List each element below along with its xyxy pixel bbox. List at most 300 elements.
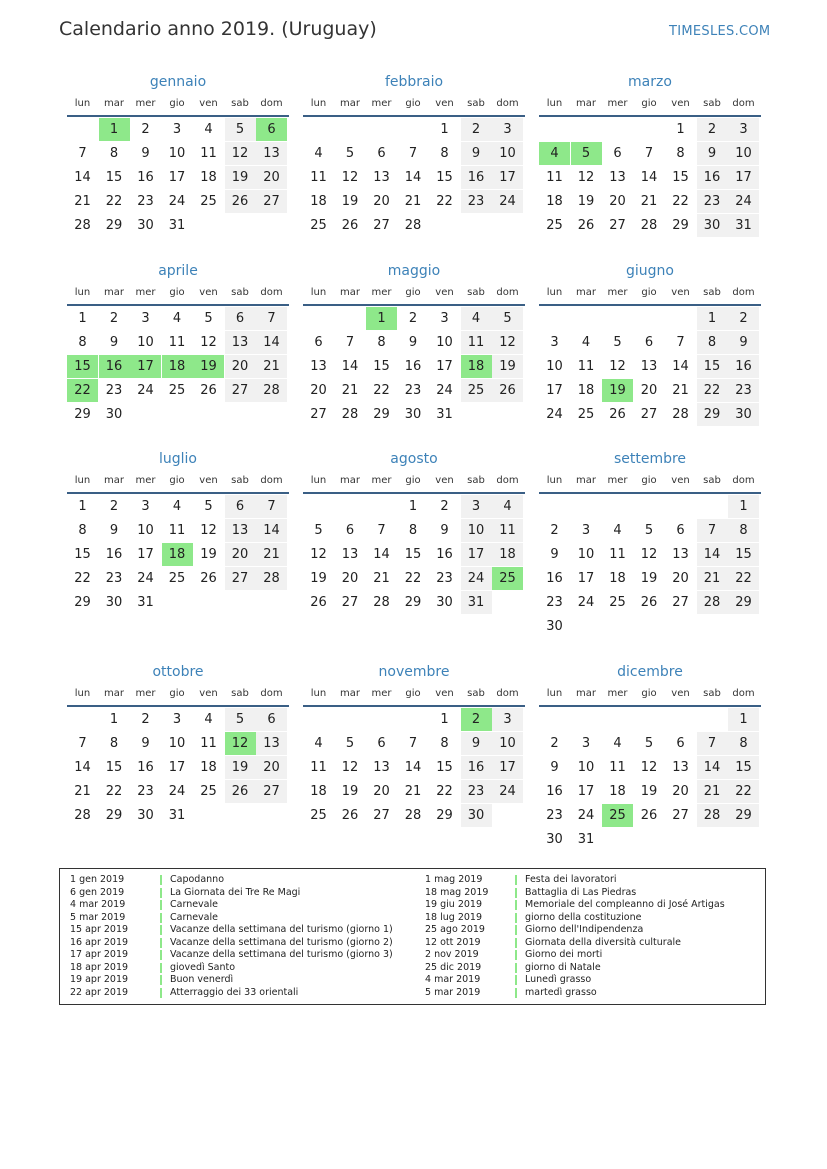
day-cell: 17 <box>577 784 595 799</box>
weekday-lun: lun <box>74 287 91 298</box>
legend-marker <box>160 988 162 998</box>
weekday-sab: sab <box>231 287 249 298</box>
day-cell: 21 <box>672 383 689 398</box>
day-cell: 14 <box>640 170 658 185</box>
day-cell: 20 <box>609 194 626 209</box>
day-cell: 3 <box>172 712 182 727</box>
weekday-lun: lun <box>546 287 563 298</box>
day-cell: 19 <box>341 194 359 209</box>
day-cell: 29 <box>404 595 422 610</box>
legend-date: 4 mar 2019 <box>70 899 126 910</box>
weekday-lun: lun <box>310 287 327 298</box>
day-cell: 28 <box>404 218 422 233</box>
day-cell: 21 <box>697 780 728 803</box>
day-cell: 19 <box>225 166 256 189</box>
day-cell: 3 <box>728 118 759 141</box>
day-cell: 10 <box>492 732 523 755</box>
day-cell: 16 <box>546 571 563 586</box>
weekday-header <box>539 475 761 491</box>
weekday-dom: dom <box>260 287 283 298</box>
day-cell: 26 <box>310 595 327 610</box>
month-name: settembre <box>613 451 687 467</box>
weekday-mar: mar <box>340 98 360 109</box>
day-cell: 26 <box>200 571 217 586</box>
month-name: novembre <box>378 664 450 680</box>
holiday-day-cell: 1 <box>366 307 397 330</box>
day-cell: 9 <box>109 335 119 350</box>
day-cell: 8 <box>440 146 449 161</box>
day-cell: 22 <box>728 567 759 590</box>
day-cell: 2 <box>141 712 150 727</box>
day-cell: 16 <box>461 166 492 189</box>
weekday-mer: mer <box>607 98 628 109</box>
holiday-day-cell: 25 <box>602 804 633 827</box>
day-cell: 5 <box>225 118 256 141</box>
day-cell: 3 <box>461 495 492 518</box>
day-cell: 1 <box>697 307 728 330</box>
month-name: maggio <box>387 263 441 279</box>
day-cell: 31 <box>436 407 453 422</box>
day-cell: 6 <box>377 736 386 751</box>
weekday-sab: sab <box>703 475 721 486</box>
weekday-mar: mar <box>576 98 596 109</box>
weekday-dom: dom <box>260 475 283 486</box>
day-cell: 31 <box>728 214 759 237</box>
day-cell: 8 <box>78 523 87 538</box>
weekday-ven: ven <box>435 287 454 298</box>
day-cell: 16 <box>137 760 154 775</box>
weekday-sab: sab <box>231 475 249 486</box>
weekday-header <box>539 688 761 704</box>
day-cell: 30 <box>404 407 422 422</box>
day-cell: 2 <box>550 523 559 538</box>
day-cell: 26 <box>577 218 595 233</box>
month-name: agosto <box>390 451 438 467</box>
day-cell: 24 <box>577 808 595 823</box>
day-cell: 13 <box>672 760 689 775</box>
weekday-ven: ven <box>199 287 218 298</box>
day-cell: 7 <box>408 146 418 161</box>
weekday-mer: mer <box>607 688 628 699</box>
day-cell: 20 <box>672 784 689 799</box>
weekday-ven: ven <box>199 475 218 486</box>
day-cell: 4 <box>581 335 591 350</box>
weekday-gio: gio <box>169 688 185 699</box>
weekday-dom: dom <box>496 98 519 109</box>
day-cell: 1 <box>109 712 119 727</box>
day-cell: 12 <box>225 142 256 165</box>
day-cell: 15 <box>728 756 759 779</box>
day-cell: 13 <box>256 142 287 165</box>
day-cell: 4 <box>314 736 323 751</box>
day-cell: 27 <box>672 808 689 823</box>
weekday-mer: mer <box>135 475 156 486</box>
day-cell: 12 <box>577 170 595 185</box>
day-cell: 13 <box>341 547 359 562</box>
day-cell: 13 <box>225 331 256 354</box>
weekday-ven: ven <box>435 98 454 109</box>
day-cell: 31 <box>137 595 154 610</box>
day-cell: 9 <box>408 335 418 350</box>
weekday-header <box>67 287 289 303</box>
day-cell: 9 <box>728 331 759 354</box>
legend-holiday-name: giovedì Santo <box>170 961 236 973</box>
month-name: marzo <box>628 74 672 90</box>
day-cell: 2 <box>109 311 119 326</box>
day-cell: 12 <box>200 335 217 350</box>
legend-marker <box>515 925 517 935</box>
day-cell: 17 <box>577 571 595 586</box>
day-cell: 28 <box>697 591 728 614</box>
holiday-day-cell: 19 <box>602 379 633 402</box>
day-cell: 17 <box>137 547 154 562</box>
day-cell: 25 <box>200 784 217 799</box>
day-cell: 29 <box>105 808 123 823</box>
day-cell: 3 <box>172 122 182 137</box>
day-cell: 17 <box>168 170 186 185</box>
day-cell: 19 <box>640 784 658 799</box>
month-divider <box>303 115 525 117</box>
day-cell: 3 <box>440 311 449 326</box>
day-cell: 7 <box>644 146 654 161</box>
day-cell: 21 <box>404 194 422 209</box>
day-cell: 29 <box>74 595 91 610</box>
day-cell: 29 <box>728 804 759 827</box>
day-cell: 30 <box>105 407 123 422</box>
holiday-day-cell: 12 <box>225 732 256 755</box>
weekday-lun: lun <box>310 475 327 486</box>
day-cell: 15 <box>672 170 689 185</box>
day-cell: 13 <box>672 547 689 562</box>
day-cell: 11 <box>200 146 217 161</box>
holiday-day-cell: 16 <box>99 355 130 378</box>
day-cell: 6 <box>225 495 256 518</box>
day-cell: 7 <box>345 335 355 350</box>
day-cell: 14 <box>672 359 689 374</box>
day-cell: 18 <box>492 543 523 566</box>
legend-date: 16 apr 2019 <box>70 936 129 948</box>
day-cell: 5 <box>225 708 256 731</box>
legend-date: 4 mar 2019 <box>425 974 481 985</box>
day-cell: 18 <box>200 170 217 185</box>
day-cell: 23 <box>546 808 563 823</box>
day-cell: 26 <box>341 218 359 233</box>
holiday-day-cell: 5 <box>571 142 602 165</box>
weekday-ven: ven <box>199 688 218 699</box>
day-cell: 22 <box>697 379 728 402</box>
weekday-dom: dom <box>496 287 519 298</box>
day-cell: 20 <box>225 355 256 378</box>
weekday-ven: ven <box>671 287 690 298</box>
day-cell: 7 <box>676 335 685 350</box>
weekday-dom: dom <box>260 98 283 109</box>
day-cell: 5 <box>345 736 355 751</box>
day-cell: 4 <box>461 307 492 330</box>
day-cell: 14 <box>256 519 287 542</box>
weekday-mar: mar <box>104 98 124 109</box>
weekday-sab: sab <box>467 475 485 486</box>
day-cell: 8 <box>697 331 728 354</box>
day-cell: 23 <box>137 194 154 209</box>
day-cell: 18 <box>310 784 327 799</box>
weekday-mar: mar <box>104 688 124 699</box>
day-cell: 10 <box>492 142 523 165</box>
day-cell: 17 <box>492 166 523 189</box>
month-name: aprile <box>158 263 198 279</box>
day-cell: 2 <box>440 499 449 514</box>
day-cell: 25 <box>609 595 626 610</box>
legend-holiday-name: Giorno dei morti <box>525 949 603 960</box>
day-cell: 26 <box>341 808 359 823</box>
weekday-sab: sab <box>467 287 485 298</box>
day-cell: 25 <box>168 571 186 586</box>
day-cell: 27 <box>225 567 256 590</box>
month-divider <box>67 705 289 707</box>
legend-marker <box>160 975 162 985</box>
legend-date: 25 ago 2019 <box>425 924 485 935</box>
legend-date: 18 mag 2019 <box>425 886 489 898</box>
day-cell: 7 <box>256 495 287 518</box>
day-cell: 3 <box>492 118 523 141</box>
legend-marker <box>160 900 162 910</box>
weekday-lun: lun <box>74 475 91 486</box>
day-cell: 27 <box>672 595 689 610</box>
day-cell: 11 <box>168 335 186 350</box>
legend-marker <box>515 900 517 910</box>
day-cell: 9 <box>550 760 559 775</box>
day-cell: 16 <box>105 547 123 562</box>
day-cell: 24 <box>137 383 154 398</box>
weekday-gio: gio <box>641 475 657 486</box>
day-cell: 15 <box>728 543 759 566</box>
holiday-day-cell: 6 <box>256 118 287 141</box>
day-cell: 15 <box>105 170 123 185</box>
day-cell: 24 <box>168 784 186 799</box>
day-cell: 28 <box>640 218 658 233</box>
day-cell: 27 <box>609 218 626 233</box>
legend-date: 5 mar 2019 <box>70 911 126 923</box>
weekday-mer: mer <box>371 287 392 298</box>
legend-date: 15 apr 2019 <box>70 924 129 935</box>
day-cell: 24 <box>137 571 154 586</box>
day-cell: 27 <box>225 379 256 402</box>
legend-marker <box>160 963 162 973</box>
day-cell: 21 <box>74 784 91 799</box>
day-cell: 25 <box>310 808 327 823</box>
weekday-ven: ven <box>671 475 690 486</box>
holiday-day-cell: 18 <box>162 355 193 378</box>
day-cell: 8 <box>728 519 759 542</box>
day-cell: 28 <box>256 379 287 402</box>
legend-date: 2 nov 2019 <box>425 949 479 960</box>
day-cell: 17 <box>546 383 563 398</box>
month-divider <box>539 705 761 707</box>
legend-date: 1 gen 2019 <box>70 874 125 885</box>
day-cell: 4 <box>314 146 323 161</box>
month-name: ottobre <box>152 664 204 680</box>
month-divider <box>303 705 525 707</box>
legend-date: 18 apr 2019 <box>70 961 129 973</box>
day-cell: 25 <box>546 218 563 233</box>
day-cell: 18 <box>310 194 327 209</box>
day-cell: 5 <box>492 307 523 330</box>
month-divider <box>539 304 761 306</box>
brand-link[interactable]: TIMESLES.COM <box>669 24 771 39</box>
weekday-dom: dom <box>496 688 519 699</box>
legend-marker <box>515 963 517 973</box>
holiday-day-cell: 18 <box>461 355 492 378</box>
day-cell: 15 <box>436 170 453 185</box>
day-cell: 7 <box>377 523 386 538</box>
weekday-mer: mer <box>371 688 392 699</box>
legend-marker <box>515 988 517 998</box>
legend-holiday-name: Lunedì grasso <box>525 974 592 985</box>
day-cell: 18 <box>609 784 626 799</box>
weekday-gio: gio <box>405 287 421 298</box>
day-cell: 1 <box>408 499 418 514</box>
legend-marker <box>515 950 517 960</box>
day-cell: 24 <box>728 190 759 213</box>
day-cell: 27 <box>373 808 390 823</box>
weekday-sab: sab <box>231 98 249 109</box>
day-cell: 30 <box>697 214 728 237</box>
day-cell: 24 <box>492 190 523 213</box>
weekday-dom: dom <box>732 98 755 109</box>
month-divider <box>303 304 525 306</box>
day-cell: 28 <box>341 407 359 422</box>
day-cell: 21 <box>404 784 422 799</box>
day-cell: 25 <box>461 379 492 402</box>
day-cell: 27 <box>310 407 327 422</box>
day-cell: 14 <box>256 331 287 354</box>
legend-date: 19 giu 2019 <box>425 899 482 910</box>
day-cell: 29 <box>436 808 453 823</box>
day-cell: 14 <box>74 170 91 185</box>
day-cell: 21 <box>256 355 287 378</box>
day-cell: 22 <box>105 194 123 209</box>
legend-holiday-name: Vacanze della settimana del turismo (giorno 1) <box>170 924 393 935</box>
weekday-lun: lun <box>546 98 563 109</box>
weekday-header <box>539 98 761 114</box>
month-name: gennaio <box>149 74 207 90</box>
day-cell: 16 <box>436 547 453 562</box>
month-name: giugno <box>626 263 674 279</box>
day-cell: 9 <box>461 732 492 755</box>
day-cell: 29 <box>105 218 123 233</box>
legend-marker <box>515 938 517 948</box>
day-cell: 6 <box>377 146 386 161</box>
day-cell: 5 <box>644 736 654 751</box>
day-cell: 30 <box>546 832 563 847</box>
day-cell: 21 <box>341 383 359 398</box>
day-cell: 8 <box>728 732 759 755</box>
day-cell: 29 <box>373 407 390 422</box>
day-cell: 7 <box>408 736 418 751</box>
day-cell: 15 <box>697 355 728 378</box>
day-cell: 21 <box>373 571 390 586</box>
day-cell: 16 <box>404 359 422 374</box>
legend-marker <box>160 938 162 948</box>
weekday-lun: lun <box>546 475 563 486</box>
day-cell: 17 <box>436 359 453 374</box>
day-cell: 12 <box>609 359 626 374</box>
day-cell: 20 <box>256 756 287 779</box>
day-cell: 30 <box>105 595 123 610</box>
day-cell: 4 <box>172 311 182 326</box>
day-cell: 28 <box>404 808 422 823</box>
day-cell: 15 <box>404 547 422 562</box>
legend-date: 1 mag 2019 <box>425 874 483 885</box>
day-cell: 9 <box>141 146 150 161</box>
day-cell: 28 <box>74 218 91 233</box>
day-cell: 10 <box>728 142 759 165</box>
month-name: dicembre <box>617 664 683 680</box>
day-cell: 4 <box>613 736 622 751</box>
month-divider <box>539 492 761 494</box>
day-cell: 5 <box>345 146 355 161</box>
day-cell: 29 <box>74 407 91 422</box>
day-cell: 20 <box>640 383 658 398</box>
day-cell: 11 <box>310 170 327 185</box>
day-cell: 16 <box>728 355 759 378</box>
day-cell: 24 <box>546 407 563 422</box>
month-divider <box>67 492 289 494</box>
day-cell: 20 <box>256 166 287 189</box>
day-cell: 19 <box>225 756 256 779</box>
day-cell: 19 <box>640 571 658 586</box>
legend-date: 25 dic 2019 <box>425 961 482 973</box>
day-cell: 30 <box>461 804 492 827</box>
legend-holiday-name: Battaglia di Las Piedras <box>525 886 637 898</box>
day-cell: 11 <box>168 523 186 538</box>
day-cell: 28 <box>74 808 91 823</box>
weekday-gio: gio <box>169 475 185 486</box>
legend-marker <box>160 913 162 923</box>
weekday-sab: sab <box>703 98 721 109</box>
legend-holiday-name: Festa dei lavoratori <box>525 874 617 885</box>
legend-marker <box>515 975 517 985</box>
day-cell: 18 <box>577 383 595 398</box>
day-cell: 7 <box>78 146 87 161</box>
day-cell: 15 <box>105 760 123 775</box>
day-cell: 11 <box>310 760 327 775</box>
day-cell: 23 <box>546 595 563 610</box>
legend-holiday-name: Giornata della diversità culturale <box>525 936 681 948</box>
day-cell: 8 <box>676 146 685 161</box>
day-cell: 15 <box>74 547 91 562</box>
day-cell: 21 <box>697 567 728 590</box>
legend-date: 5 mar 2019 <box>425 986 481 998</box>
day-cell: 9 <box>109 523 119 538</box>
day-cell: 1 <box>440 712 449 727</box>
holiday-legend <box>59 868 766 1005</box>
day-cell: 23 <box>105 571 123 586</box>
day-cell: 26 <box>225 780 256 803</box>
day-cell: 12 <box>640 760 658 775</box>
day-cell: 1 <box>440 122 449 137</box>
day-cell: 17 <box>168 760 186 775</box>
legend-holiday-name: Carnevale <box>170 899 218 910</box>
legend-date: 22 apr 2019 <box>70 986 129 998</box>
day-cell: 21 <box>256 543 287 566</box>
day-cell: 3 <box>550 335 559 350</box>
weekday-mar: mar <box>340 287 360 298</box>
day-cell: 11 <box>546 170 563 185</box>
weekday-gio: gio <box>641 287 657 298</box>
legend-marker <box>160 888 162 898</box>
weekday-header <box>67 98 289 114</box>
day-cell: 6 <box>676 736 685 751</box>
